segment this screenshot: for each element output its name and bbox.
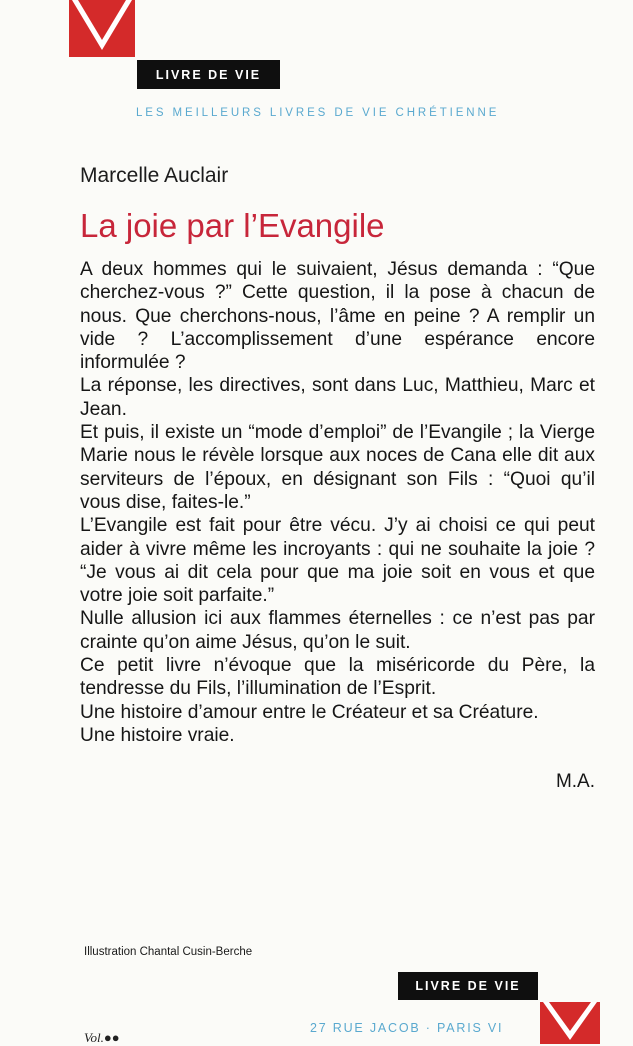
blurb-paragraph: Une histoire vraie. bbox=[80, 724, 235, 746]
signature: M.A. bbox=[555, 771, 595, 792]
blurb-text bbox=[80, 258, 595, 747]
blurb-paragraph: Et puis, il existe un “mode d’emploi” de l’Evangile ; la Vierge Marie nous le révèle lorsque aux noces de Cana elle dit aux serviteurs de l’époux, en désignant son Fils : “Quoi qu’il vous dise, faites-le.” bbox=[80, 422, 595, 513]
blurb-paragraph: Une histoire d’amour entre le Créateur et sa Créature. bbox=[80, 701, 539, 723]
publisher-address: 27 RUE JACOB · PARIS VI bbox=[310, 1021, 504, 1035]
blurb-paragraph: Ce petit livre n’évoque que la miséricorde du Père, la tendresse du Fils, l’illumination de l’Esprit. bbox=[80, 655, 595, 700]
book-title: La joie par l’Evangile bbox=[80, 207, 385, 244]
blurb-paragraph: L’Evangile est fait pour être vécu. J’y ai choisi ce qui peut aider à vivre même les incroyants : qui ne souhaite la joie ? “Je vous ai dit cela pour que ma joie soit en vous et que votre joie soit parfaite.” bbox=[80, 515, 595, 607]
publisher-label: LIVRE DE VIE bbox=[415, 979, 521, 993]
author-name: Marcelle Auclair bbox=[80, 164, 229, 187]
red-v-emblem-icon bbox=[540, 1002, 600, 1044]
series-label: LIVRE DE VIE bbox=[155, 67, 262, 82]
volume-number: Vol.●● bbox=[84, 1030, 120, 1045]
blurb-paragraph: A deux hommes qui le suivaient, Jésus demanda : “Que cherchez-vous ?” Cette question, il la pose à chacun de nous. Que cherchons-nous, l’âme en peine ? A remplir un vide ? L’accomplissement d’une espérance encore informulée ? bbox=[80, 259, 595, 374]
tagline: LES MEILLEURS LIVRES DE VIE CHRÉTIENNE bbox=[136, 107, 500, 119]
illustration-credit: Illustration Chantal Cusin-Berche bbox=[84, 946, 253, 958]
series-badge bbox=[137, 60, 280, 89]
blurb-paragraph: Nulle allusion ici aux flammes éternelles : ce n’est pas par crainte qu’on aime Jésus, qu’on le suit. bbox=[80, 608, 595, 653]
blurb-paragraph: La réponse, les directives, sont dans Luc, Matthieu, Marc et Jean. bbox=[80, 375, 595, 420]
publisher-badge bbox=[398, 972, 538, 1000]
red-v-emblem-icon bbox=[69, 0, 135, 57]
